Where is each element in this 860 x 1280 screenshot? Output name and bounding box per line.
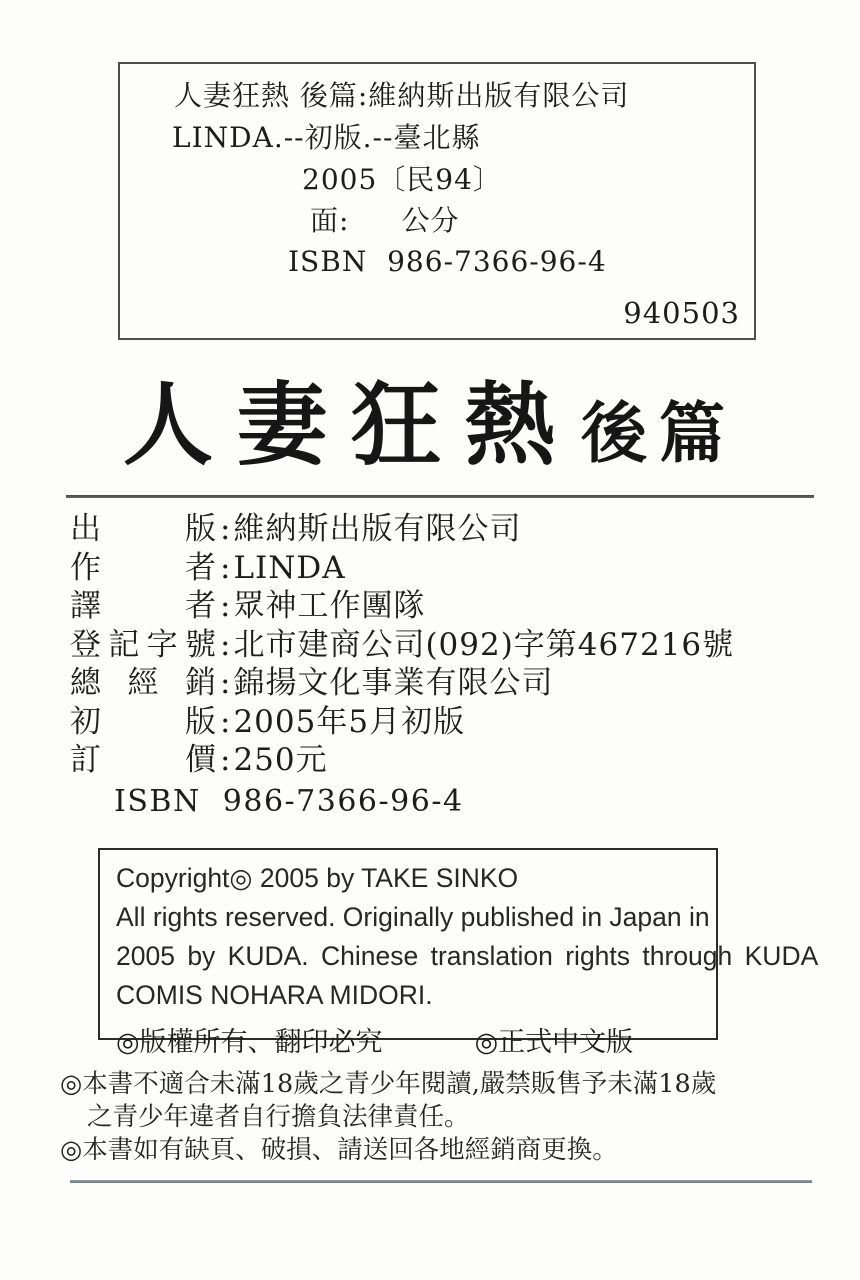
title-divider-rule: [66, 495, 814, 498]
damaged-copy-notice: ◎本書如有缺頁、破損、請送回各地經銷商更換。: [60, 1135, 618, 1165]
pub-value: 錦揚文化事業有限公司: [233, 665, 554, 701]
book-title-suffix: 後篇: [581, 394, 737, 472]
pub-row-registration: [70, 626, 734, 665]
age-restriction-notice-line-2: 之青少年違者自行擔負法律責任。: [87, 1102, 470, 1132]
pub-label: 訂價: [70, 742, 216, 778]
pub-colon: :: [220, 511, 231, 547]
pub-colon: :: [220, 626, 231, 663]
pub-value: 2005年5月初版: [233, 703, 466, 740]
age-restriction-notice-line-1: ◎本書不適合未滿18歲之青少年閱讀,嚴禁販售予未滿18歲: [60, 1069, 717, 1099]
copyright-line-4: COMIS NOHARA MIDORI.: [116, 980, 433, 1010]
cip-format-label: 面:: [310, 204, 350, 237]
pub-colon: :: [220, 742, 231, 778]
pub-colon: :: [220, 703, 231, 740]
publication-info: [70, 510, 734, 780]
pub-label: 作者: [70, 549, 216, 586]
cip-title-line: 人妻狂熱 後篇:維納斯出版有限公司: [174, 79, 630, 112]
pub-label: 譯者: [70, 588, 216, 624]
pub-value: 維納斯出版有限公司: [233, 511, 522, 547]
pub-row-author: [70, 549, 734, 588]
pub-value: 眾神工作團隊: [233, 588, 426, 624]
cip-format-unit: 公分: [401, 204, 460, 237]
copyright-line-1: Copyright◎ 2005 by TAKE SINKO: [116, 863, 519, 893]
pub-row-translator: [70, 587, 734, 626]
bottom-rule: [70, 1180, 812, 1183]
copyright-line-3: 2005 by KUDA. Chinese translation rights through KUDA: [116, 941, 819, 971]
pub-row-publisher: [70, 510, 734, 549]
pub-label: 登記字號: [70, 626, 216, 663]
pub-label: 出版: [70, 511, 216, 547]
cip-year-line: 2005〔民94〕: [302, 163, 502, 196]
pub-colon: :: [220, 588, 231, 624]
copyright-box: [98, 848, 819, 1058]
pub-value: 北市建商公司(092)字第467216號: [233, 626, 735, 663]
pub-label: 初版: [70, 703, 216, 740]
isbn-line: ISBN 986-7366-96-4: [114, 784, 464, 819]
copyright-line-2: All rights reserved. Originally published in Japan in: [116, 902, 710, 932]
cip-catalog-number: 940503: [623, 296, 740, 330]
cip-isbn-line: ISBN 986-7366-96-4: [288, 245, 607, 278]
pub-row-distributor: [70, 664, 734, 703]
pub-colon: :: [220, 549, 231, 586]
pub-label: 總經銷: [70, 665, 216, 701]
pub-row-edition: [70, 703, 734, 742]
book-title-main: 人妻狂熱: [123, 372, 579, 478]
pub-colon: :: [220, 665, 231, 701]
reader-notices: [60, 1068, 716, 1167]
book-title: [0, 352, 860, 482]
pub-row-price: [70, 741, 734, 780]
cip-catalog-box: [118, 62, 756, 340]
rights-reserved-label: ◎版權所有、翻印必究: [116, 1027, 383, 1058]
pub-value: 250元: [233, 742, 328, 778]
copyright-footer: [116, 1020, 700, 1059]
official-chinese-edition-label: ◎正式中文版: [474, 1027, 634, 1058]
pub-value: LINDA: [233, 549, 346, 586]
cip-author-line: LINDA.--初版.--臺北縣: [172, 121, 481, 154]
cip-format-line: [310, 205, 459, 237]
